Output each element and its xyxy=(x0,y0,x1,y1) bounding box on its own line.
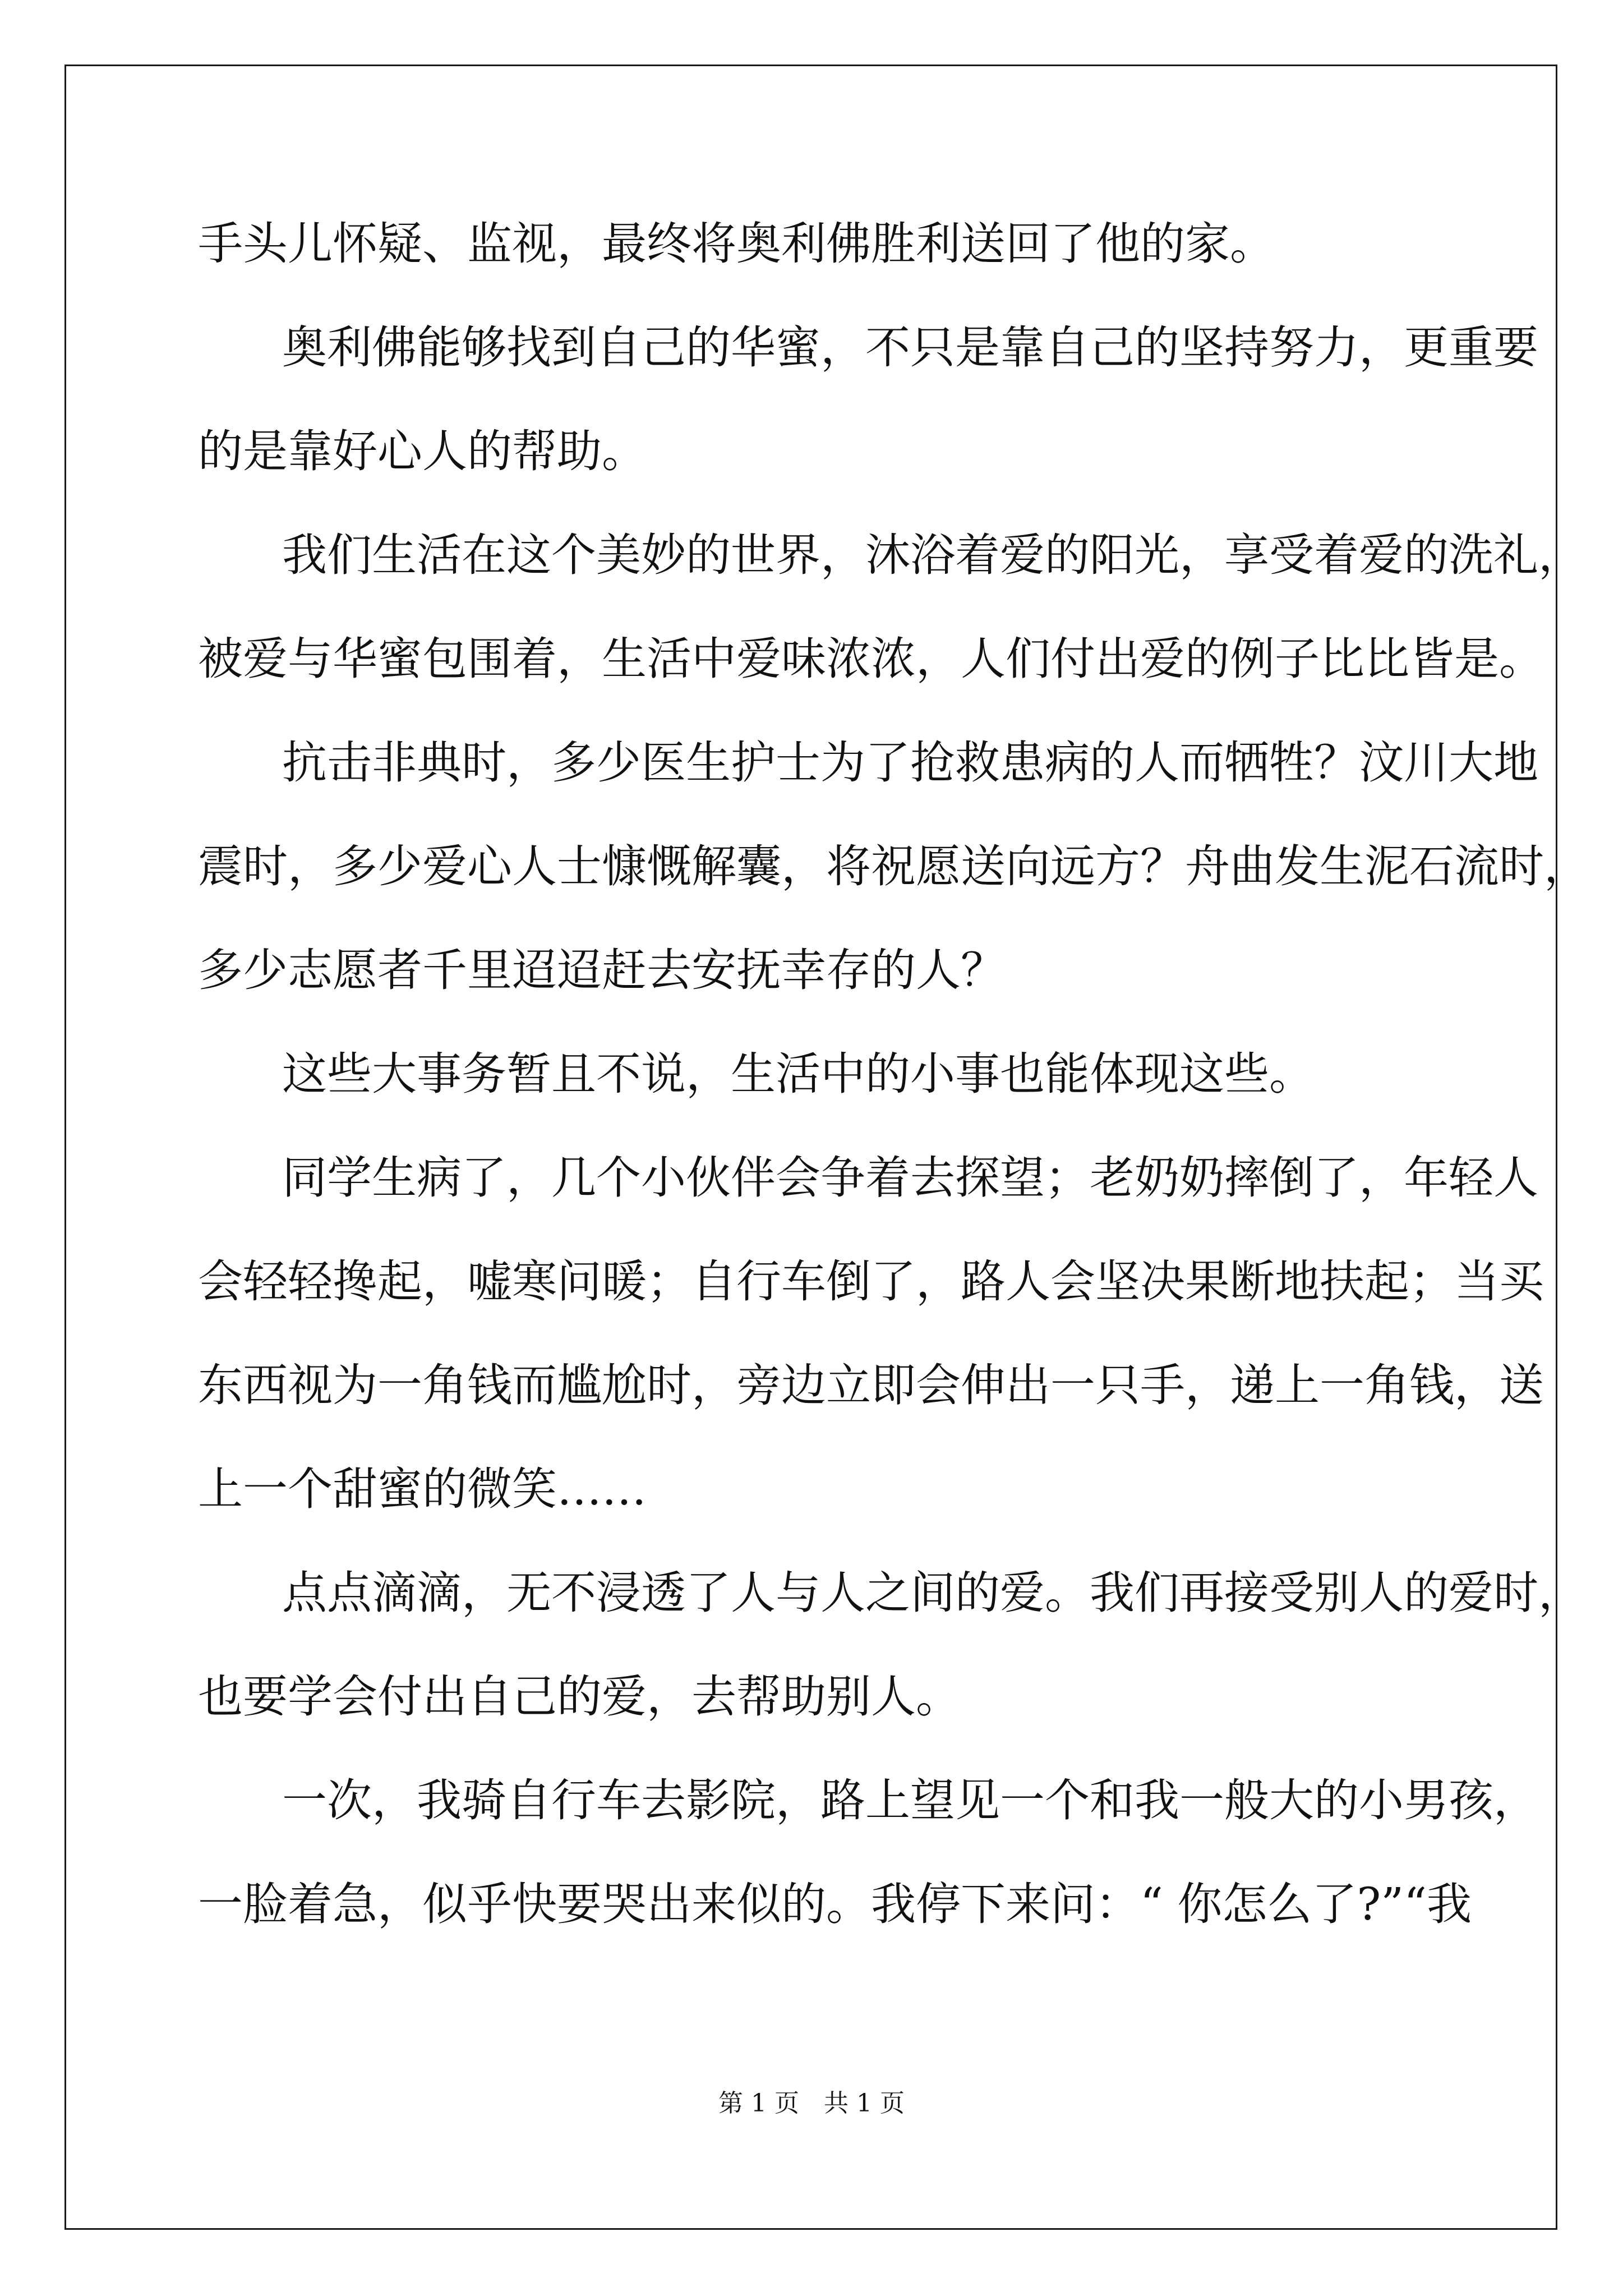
text-line: 被爱与华蜜包围着，生活中爱味浓浓，人们付出爱的例子比比皆是。 xyxy=(198,633,1544,685)
paragraph-start: 这些大事务暂且不说，生活中的小事也能体现这些。 xyxy=(282,1048,1314,1100)
text-line: 会轻轻搀起，嘘寒问暖；自行车倒了，路人会坚决果断地扶起；当买 xyxy=(198,1255,1544,1308)
paragraph-start: 奥利佛能够找到自己的华蜜，不只是靠自己的坚持努力，更重要 xyxy=(282,321,1538,374)
text-line: 震时，多少爱心人士慷慨解囊，将祝愿送向远方？舟曲发生泥石流时， xyxy=(198,840,1589,892)
page-number-footer: 第 1 页 共 1 页 xyxy=(718,2089,905,2118)
paragraph-start: 一次，我骑自行车去影院，路上望见一个和我一般大的小男孩， xyxy=(282,1774,1538,1826)
text-line: 一脸着急，似乎快要哭出来似的。我停下来问：“ 你怎么了?”“我 xyxy=(198,1878,1472,1930)
text-line: 多少志愿者千里迢迢赶去安抚幸存的人？ xyxy=(198,944,1006,996)
paragraph-start: 点点滴滴，无不浸透了人与人之间的爱。我们再接受别人的爱时， xyxy=(282,1567,1583,1619)
paragraph-start: 同学生病了，几个小伙伴会争着去探望；老奶奶摔倒了，年轻人 xyxy=(282,1152,1538,1204)
text-line: 上一个甜蜜的微笑…… xyxy=(198,1463,647,1515)
text-line: 手头儿怀疑、监视，最终将奥利佛胜利送回了他的家。 xyxy=(198,218,1275,270)
text-line: 的是靠好心人的帮助。 xyxy=(198,425,647,477)
paragraph-start: 抗击非典时，多少医生护士为了抢救患病的人而牺牲？汶川大地 xyxy=(282,737,1538,789)
paragraph-start: 我们生活在这个美妙的世界，沐浴着爱的阳光，享受着爱的洗礼， xyxy=(282,529,1583,581)
text-line: 也要学会付出自己的爱，去帮助别人。 xyxy=(198,1671,961,1723)
text-line: 东西视为一角钱而尴尬时，旁边立即会伸出一只手，递上一角钱，送 xyxy=(198,1359,1544,1411)
